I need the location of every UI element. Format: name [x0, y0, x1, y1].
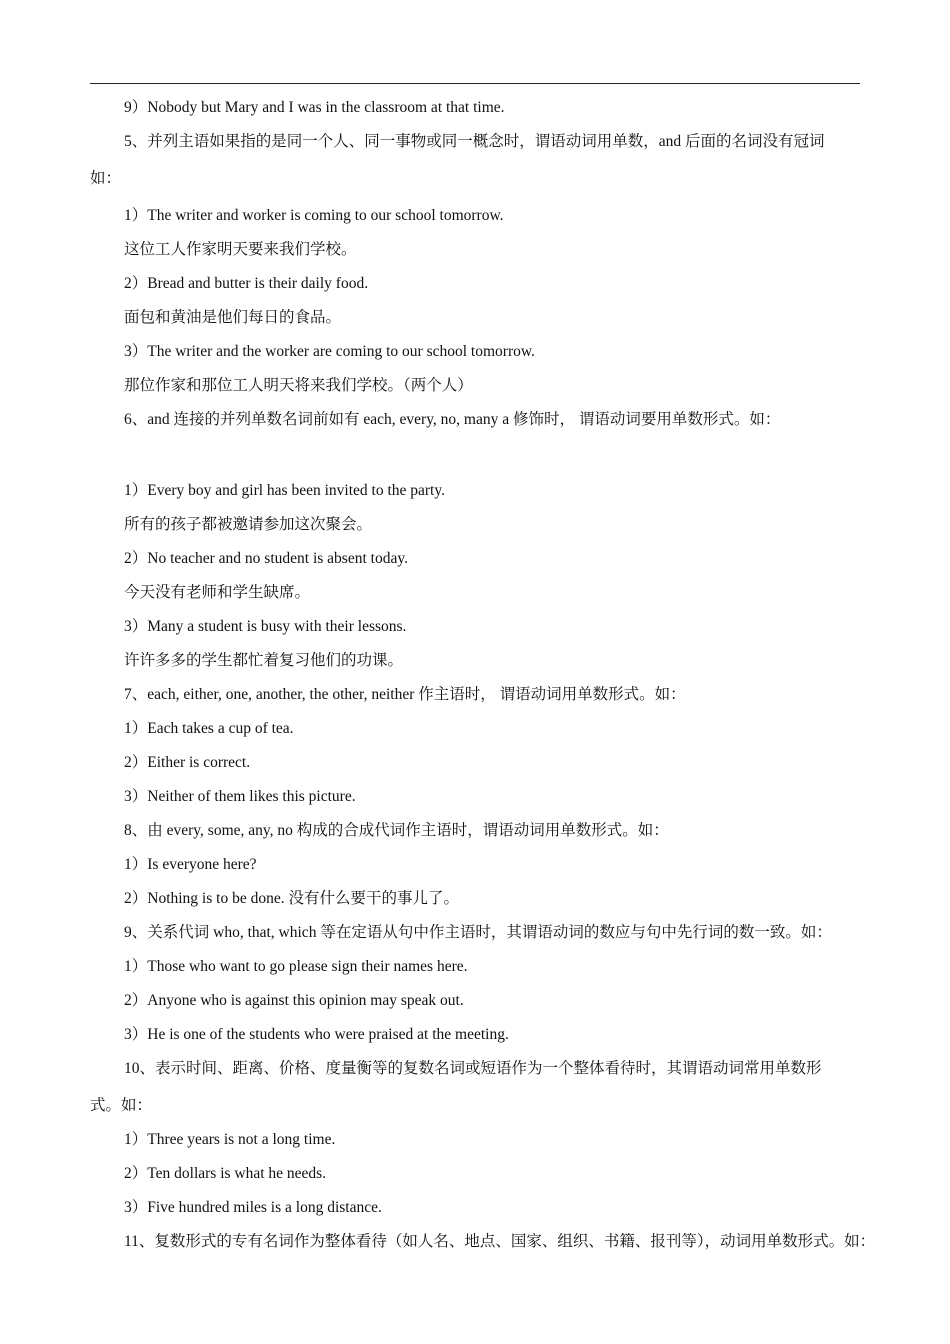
example-line: 1）Those who want to go please sign their names here.	[124, 958, 468, 975]
example-line: 2）Ten dollars is what he needs.	[124, 1165, 327, 1182]
example-line: 1）Every boy and girl has been invited to the party.	[124, 482, 445, 499]
translation-line: 许许多多的学生都忙着复习他们的功课。	[124, 652, 404, 669]
example-line: 1）Is everyone here?	[124, 856, 257, 873]
translation-line: 面包和黄油是他们每日的食品。	[124, 309, 342, 326]
document-body	[90, 96, 876, 1264]
rule-heading-9: 9、关系代词 who, that, which 等在定语从句中作主语时，其谓语动词的数应与句中先行词的数一致。如：	[124, 924, 832, 941]
example-line: 3）Five hundred miles is a long distance.	[124, 1199, 382, 1216]
example-line: 1）The writer and worker is coming to our school tomorrow.	[124, 207, 504, 224]
rule-heading-continuation: 如：	[90, 170, 122, 187]
example-line: 2）Nothing is to be done. 没有什么要干的事儿了。	[124, 890, 459, 907]
translation-line: 这位工人作家明天要来我们学校。	[124, 241, 357, 258]
example-line: 9）Nobody but Mary and I was in the classroom at that time.	[124, 99, 505, 116]
rule-heading-8: 8、由 every, some, any, no 构成的合成代词作主语时，谓语动词用单数形式。如：	[124, 822, 669, 839]
example-line: 2）No teacher and no student is absent today.	[124, 550, 408, 567]
translation-line: 那位作家和那位工人明天将来我们学校。（两个人）	[124, 377, 473, 394]
rule-heading-5: 5、并列主语如果指的是同一个人、同一事物或同一概念时，谓语动词用单数，and 后面的名词没有冠词	[124, 133, 825, 150]
example-line: 2）Bread and butter is their daily food.	[124, 275, 369, 292]
example-line: 2）Either is correct.	[124, 754, 251, 771]
example-line: 3）He is one of the students who were praised at the meeting.	[124, 1026, 509, 1043]
rule-heading-continuation: 式。如：	[90, 1097, 153, 1114]
rule-heading-11: 11、复数形式的专有名词作为整体看待（如人名、地点、国家、组织、书籍、报刊等），动词用单数形式。如：	[124, 1233, 876, 1250]
example-line: 3）The writer and the worker are coming to our school tomorrow.	[124, 343, 535, 360]
translation-line: 所有的孩子都被邀请参加这次聚会。	[124, 516, 373, 533]
rule-heading-7: 7、each, either, one, another, the other, neither 作主语时， 谓语动词用单数形式。如：	[124, 686, 686, 703]
rule-heading-6: 6、and 连接的并列单数名词前如有 each, every, no, many a 修饰时， 谓语动词要用单数形式。如：	[124, 411, 781, 428]
example-line: 2）Anyone who is against this opinion may speak out.	[124, 992, 464, 1009]
example-line: 3）Many a student is busy with their lessons.	[124, 618, 407, 635]
example-line: 1）Each takes a cup of tea.	[124, 720, 294, 737]
rule-heading-10: 10、表示时间、距离、价格、度量衡等的复数名词或短语作为一个整体看待时，其谓语动词常用单数形	[124, 1060, 822, 1077]
example-line: 1）Three years is not a long time.	[124, 1131, 336, 1148]
header-rule	[90, 83, 860, 84]
translation-line: 今天没有老师和学生缺席。	[124, 584, 311, 601]
example-line: 3）Neither of them likes this picture.	[124, 788, 356, 805]
